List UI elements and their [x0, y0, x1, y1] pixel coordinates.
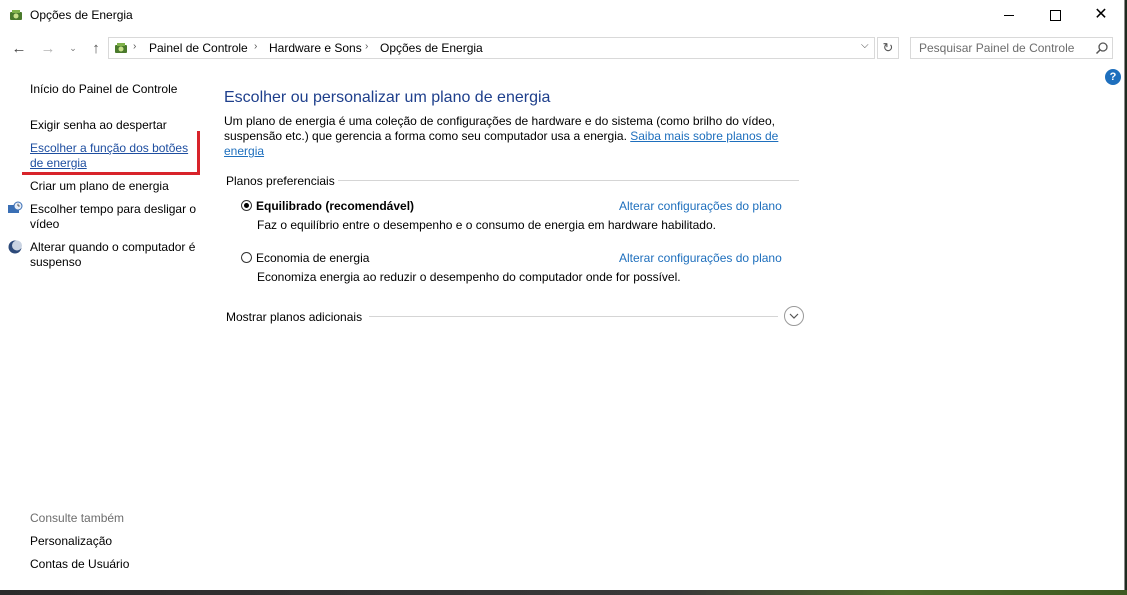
window-title: Opções de Energia [30, 8, 133, 22]
page-description [224, 114, 784, 159]
address-bar[interactable] [108, 37, 875, 59]
address-dropdown-icon[interactable]: ⌵ [861, 40, 869, 51]
back-arrow-icon: ← [11, 39, 27, 57]
sidebar-home-link[interactable]: Início do Painel de Controle [30, 82, 178, 96]
sidebar-item-require-password[interactable]: Exigir senha ao despertar [30, 118, 167, 132]
annotation-red-underline [22, 172, 200, 175]
help-button[interactable]: ? [1105, 69, 1121, 85]
sidebar-item-power-buttons[interactable]: Escolher a função dos botões de energia [30, 141, 189, 170]
close-button[interactable] [1078, 0, 1124, 30]
close-icon: ✕ [1094, 6, 1108, 23]
group-divider [338, 180, 799, 181]
sidebar-item-display-timeout[interactable]: Escolher tempo para desligar o vídeo [30, 202, 197, 231]
taskbar-strip [0, 590, 1127, 595]
refresh-button[interactable] [877, 37, 899, 59]
chevron-down-icon: ⌄ [69, 42, 77, 53]
up-button[interactable] [86, 38, 106, 58]
forward-button[interactable] [38, 38, 58, 58]
minimize-button[interactable] [986, 0, 1032, 30]
expand-additional-plans-button[interactable] [784, 306, 804, 326]
breadcrumb-hardware-e-sons[interactable]: Hardware e Sons [269, 41, 362, 55]
sidebar-item-sleep[interactable]: Alterar quando o computador é suspenso [30, 240, 196, 269]
search-icon[interactable] [1095, 41, 1109, 55]
sidebar-item-create-plan[interactable]: Criar um plano de energia [30, 179, 169, 193]
title-bar [0, 0, 1124, 30]
show-additional-plans-label[interactable]: Mostrar planos adicionais [226, 310, 363, 324]
description-text: Um plano de energia é uma coleção de configurações de hardware e do sistema (como brilho do vídeo, suspensão etc.) que gerencia a forma como seu computador usa a energia. [224, 114, 775, 143]
recent-locations-button[interactable] [63, 38, 83, 58]
plan-power-saver-name[interactable]: Economia de energia [256, 251, 370, 265]
breadcrumb-opcoes-de-energia[interactable]: Opções de Energia [380, 41, 483, 55]
clock-monitor-icon [7, 201, 23, 217]
breadcrumb-separator: › [133, 41, 137, 52]
learn-more-link[interactable]: Saiba mais sobre planos de energia [224, 129, 779, 158]
page-title: Escolher ou personalizar um plano de energia [224, 89, 551, 106]
maximize-icon [1050, 10, 1061, 21]
plan-power-saver-description: Economiza energia ao reduzir o desempenho do computador onde for possível. [257, 270, 681, 284]
plan-power-saver-radio[interactable] [241, 252, 252, 263]
breadcrumb-separator: › [254, 41, 258, 52]
additional-plans-divider [369, 316, 778, 317]
moon-icon [7, 239, 23, 255]
back-button[interactable] [9, 38, 29, 58]
up-arrow-icon: ↑ [92, 39, 100, 57]
chevron-down-icon [789, 313, 799, 319]
power-options-icon [8, 7, 24, 23]
plan-balanced-name[interactable]: Equilibrado (recomendável) [256, 199, 415, 213]
preferred-plans-heading: Planos preferenciais [226, 174, 335, 188]
breadcrumb-painel-de-controle[interactable]: Painel de Controle [149, 41, 248, 55]
search-input[interactable] [911, 38, 1099, 58]
see-also-title: Consulte também [30, 511, 125, 525]
breadcrumb-separator: › [365, 41, 369, 52]
minimize-icon [1004, 15, 1014, 16]
plan-power-saver-change-link[interactable]: Alterar configurações do plano [619, 251, 782, 265]
forward-arrow-icon: → [40, 39, 56, 57]
control-panel-icon [113, 40, 129, 56]
maximize-button[interactable] [1032, 0, 1078, 30]
plan-balanced-description: Faz o equilíbrio entre o desempenho e o consumo de energia em hardware habilitado. [257, 218, 716, 232]
annotation-red-mark [197, 131, 200, 175]
refresh-icon: ↻ [882, 40, 894, 55]
plan-balanced-radio[interactable] [241, 200, 252, 211]
plan-balanced-change-link[interactable]: Alterar configurações do plano [619, 199, 782, 213]
see-also-personalization[interactable]: Personalização [30, 534, 113, 548]
search-box [910, 37, 1113, 59]
see-also-user-accounts[interactable]: Contas de Usuário [30, 557, 130, 571]
